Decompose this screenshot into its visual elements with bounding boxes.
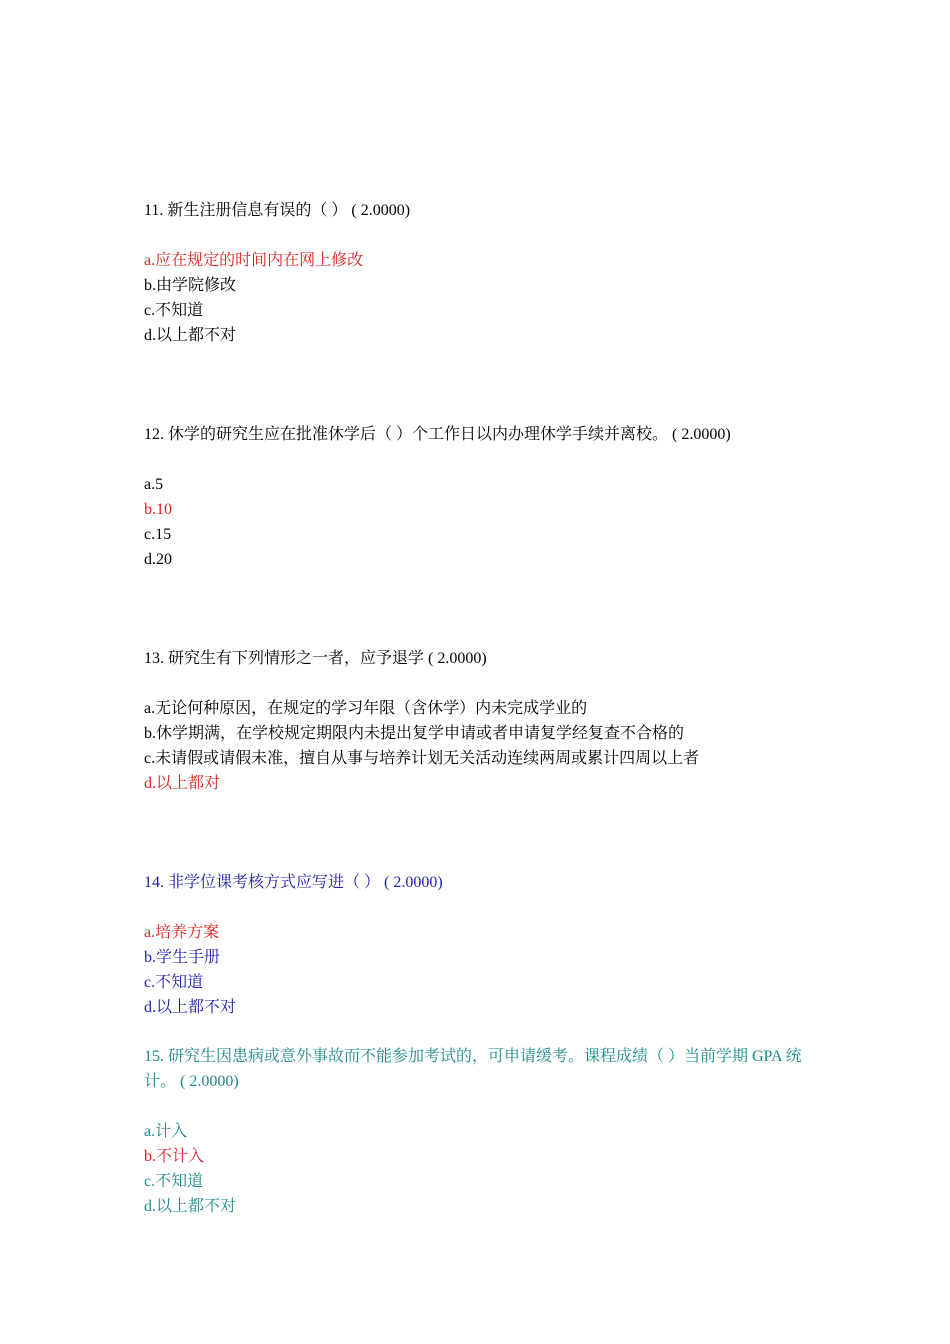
option-b: b.休学期满，在学校规定期限内未提出复学申请或者申请复学经复查不合格的 bbox=[144, 725, 685, 742]
option-c: c.不知道 bbox=[144, 302, 204, 319]
option-list bbox=[144, 920, 810, 1020]
option-b: b.10 bbox=[144, 501, 172, 518]
option-d: d.以上都对 bbox=[144, 775, 221, 792]
option-d: d.以上都不对 bbox=[144, 327, 237, 344]
question-title: 15. 研究生因患病或意外事故而不能参加考试的，可申请缓考。课程成绩（ ）当前学期 GPA 统计。 ( 2.0000) bbox=[144, 1048, 802, 1090]
question-11 bbox=[144, 198, 810, 348]
option-d: d.以上都不对 bbox=[144, 999, 237, 1016]
option-a: a.计入 bbox=[144, 1123, 188, 1140]
option-a: a.5 bbox=[144, 476, 164, 493]
option-a: a.应在规定的时间内在网上修改 bbox=[144, 252, 364, 269]
option-d: d.以上都不对 bbox=[144, 1198, 237, 1215]
option-b: b.由学院修改 bbox=[144, 277, 237, 294]
question-15 bbox=[144, 1044, 810, 1219]
option-d: d.20 bbox=[144, 551, 172, 568]
question-title: 12. 休学的研究生应在批准休学后（ ）个工作日以内办理休学手续并离校。 ( 2.0000) bbox=[144, 426, 731, 443]
option-list bbox=[144, 472, 810, 572]
option-list bbox=[144, 696, 810, 796]
question-title: 14. 非学位课考核方式应写进（ ） ( 2.0000) bbox=[144, 874, 443, 891]
option-a: a.培养方案 bbox=[144, 924, 220, 941]
option-c: c.未请假或请假未准，擅自从事与培养计划无关活动连续两周或累计四周以上者 bbox=[144, 750, 700, 767]
option-list bbox=[144, 248, 810, 348]
option-c: c.15 bbox=[144, 526, 172, 543]
question-13 bbox=[144, 646, 810, 796]
option-list bbox=[144, 1119, 810, 1219]
option-c: c.不知道 bbox=[144, 974, 204, 991]
question-title: 11. 新生注册信息有误的（ ） ( 2.0000) bbox=[144, 202, 411, 219]
option-b: b.不计入 bbox=[144, 1148, 205, 1165]
question-title: 13. 研究生有下列情形之一者，应予退学 ( 2.0000) bbox=[144, 650, 487, 667]
option-a: a.无论何种原因，在规定的学习年限（含休学）内未完成学业的 bbox=[144, 700, 588, 717]
option-b: b.学生手册 bbox=[144, 949, 221, 966]
question-14 bbox=[144, 870, 810, 1020]
option-c: c.不知道 bbox=[144, 1173, 204, 1190]
question-12 bbox=[144, 422, 810, 572]
